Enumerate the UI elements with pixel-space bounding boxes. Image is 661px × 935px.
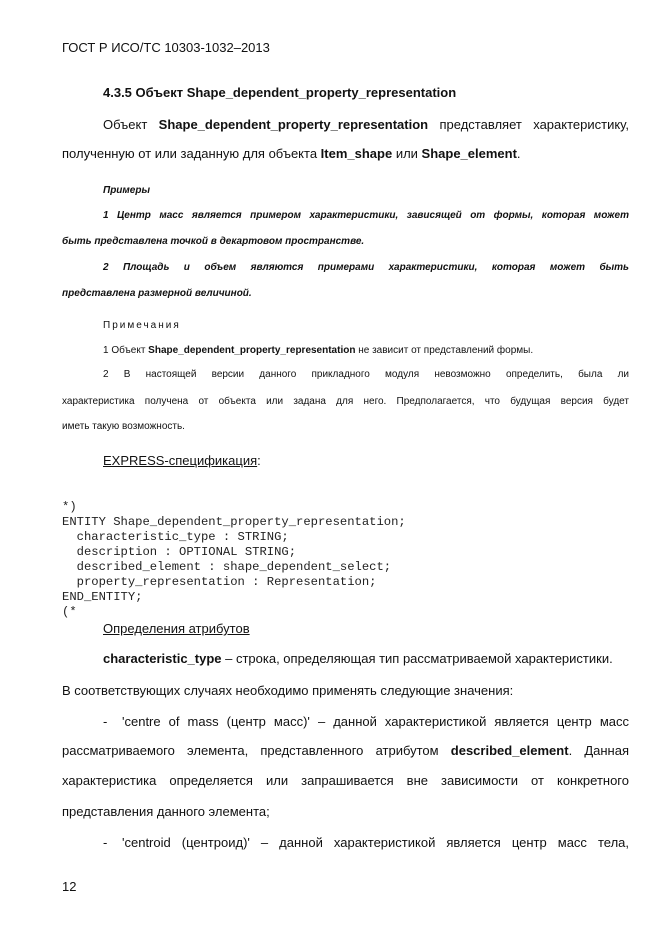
bullet-1-line-3: характеристика определяется или запрашивается вне зависимости от конкретного xyxy=(62,773,629,788)
bullet-1-dash: - xyxy=(103,714,108,729)
attribute-name: described_element xyxy=(450,743,569,758)
bullet-1-line-1: 'centre of mass (центр масс)' – данной характеристикой является центр масс xyxy=(122,714,629,729)
text: или xyxy=(392,146,422,161)
notes-heading: Примечания xyxy=(103,320,181,331)
bullet-1-line-4: представления данного элемента; xyxy=(62,804,270,819)
note-1 xyxy=(103,345,533,356)
express-code-block xyxy=(62,485,406,635)
code-line: property_representation : Representation; xyxy=(62,575,377,589)
entity-name: Shape_element xyxy=(421,146,517,161)
bullet-2-line-1: 'centroid (центроид)' – данной характеристикой является центр масс тела, xyxy=(122,835,629,850)
characteristic-type-line-2: В соответствующих случаях необходимо применять следующие значения: xyxy=(62,683,514,698)
note-2-line-3: иметь такую возможность. xyxy=(62,421,185,432)
example-1-line-1: 1 Центр масс является примером характеристики, зависящей от формы, которая может xyxy=(103,210,629,221)
example-1-line-2: быть представлена точкой в декартовом пространстве. xyxy=(62,236,365,247)
example-2-line-2: представлена размерной величиной. xyxy=(62,288,252,299)
code-line: (* xyxy=(62,605,77,619)
code-line: description : OPTIONAL STRING; xyxy=(62,545,297,559)
text: рассматриваемого элемента, представленного атрибутом xyxy=(62,743,451,758)
entity-name: Shape_dependent_property_representation xyxy=(148,345,356,356)
code-line: characteristic_type : STRING; xyxy=(62,530,289,544)
text: 1 Объект xyxy=(103,345,149,356)
attributes-heading: Определения атрибутов xyxy=(103,621,250,636)
text: . xyxy=(516,146,521,161)
intro-line-2 xyxy=(62,146,521,161)
express-heading-text: EXPRESS-спецификация xyxy=(103,453,258,468)
express-heading xyxy=(103,453,261,468)
attribute-name: characteristic_type xyxy=(103,651,222,666)
text: представляет характеристику, xyxy=(428,117,629,132)
bullet-1-line-2 xyxy=(62,743,629,758)
entity-name: Shape_dependent_property_representation xyxy=(158,117,429,132)
section-title: 4.3.5 Объект Shape_dependent_property_representation xyxy=(103,85,457,100)
code-line: *) xyxy=(62,500,77,514)
code-line: END_ENTITY; xyxy=(62,590,143,604)
document-header: ГОСТ Р ИСО/ТС 10303-1032–2013 xyxy=(62,40,270,55)
characteristic-type-line-1 xyxy=(103,651,613,666)
text: – строка, определяющая тип рассматриваемой характеристики. xyxy=(221,651,613,666)
text: . Данная xyxy=(568,743,630,758)
note-2-line-1: 2 В настоящей версии данного прикладного модуля невозможно определить, была ли xyxy=(103,369,629,380)
intro-line-1 xyxy=(103,117,629,132)
code-line: ENTITY Shape_dependent_property_representation; xyxy=(62,515,406,529)
text: : xyxy=(257,453,261,468)
page-number: 12 xyxy=(62,879,77,894)
examples-heading: Примеры xyxy=(103,185,151,196)
text: полученную от или заданную для объекта xyxy=(62,146,321,161)
note-2-line-2: характеристика получена от объекта или задана для него. Предполагается, что будущая версия будет xyxy=(62,396,629,407)
text: Объект xyxy=(103,117,159,132)
entity-name: Item_shape xyxy=(320,146,393,161)
text: не зависит от представлений формы. xyxy=(355,345,534,356)
code-line: described_element : shape_dependent_select; xyxy=(62,560,392,574)
bullet-2-dash: - xyxy=(103,835,108,850)
example-2-line-1: 2 Площадь и объем являются примерами характеристики, которая может быть xyxy=(103,262,629,273)
